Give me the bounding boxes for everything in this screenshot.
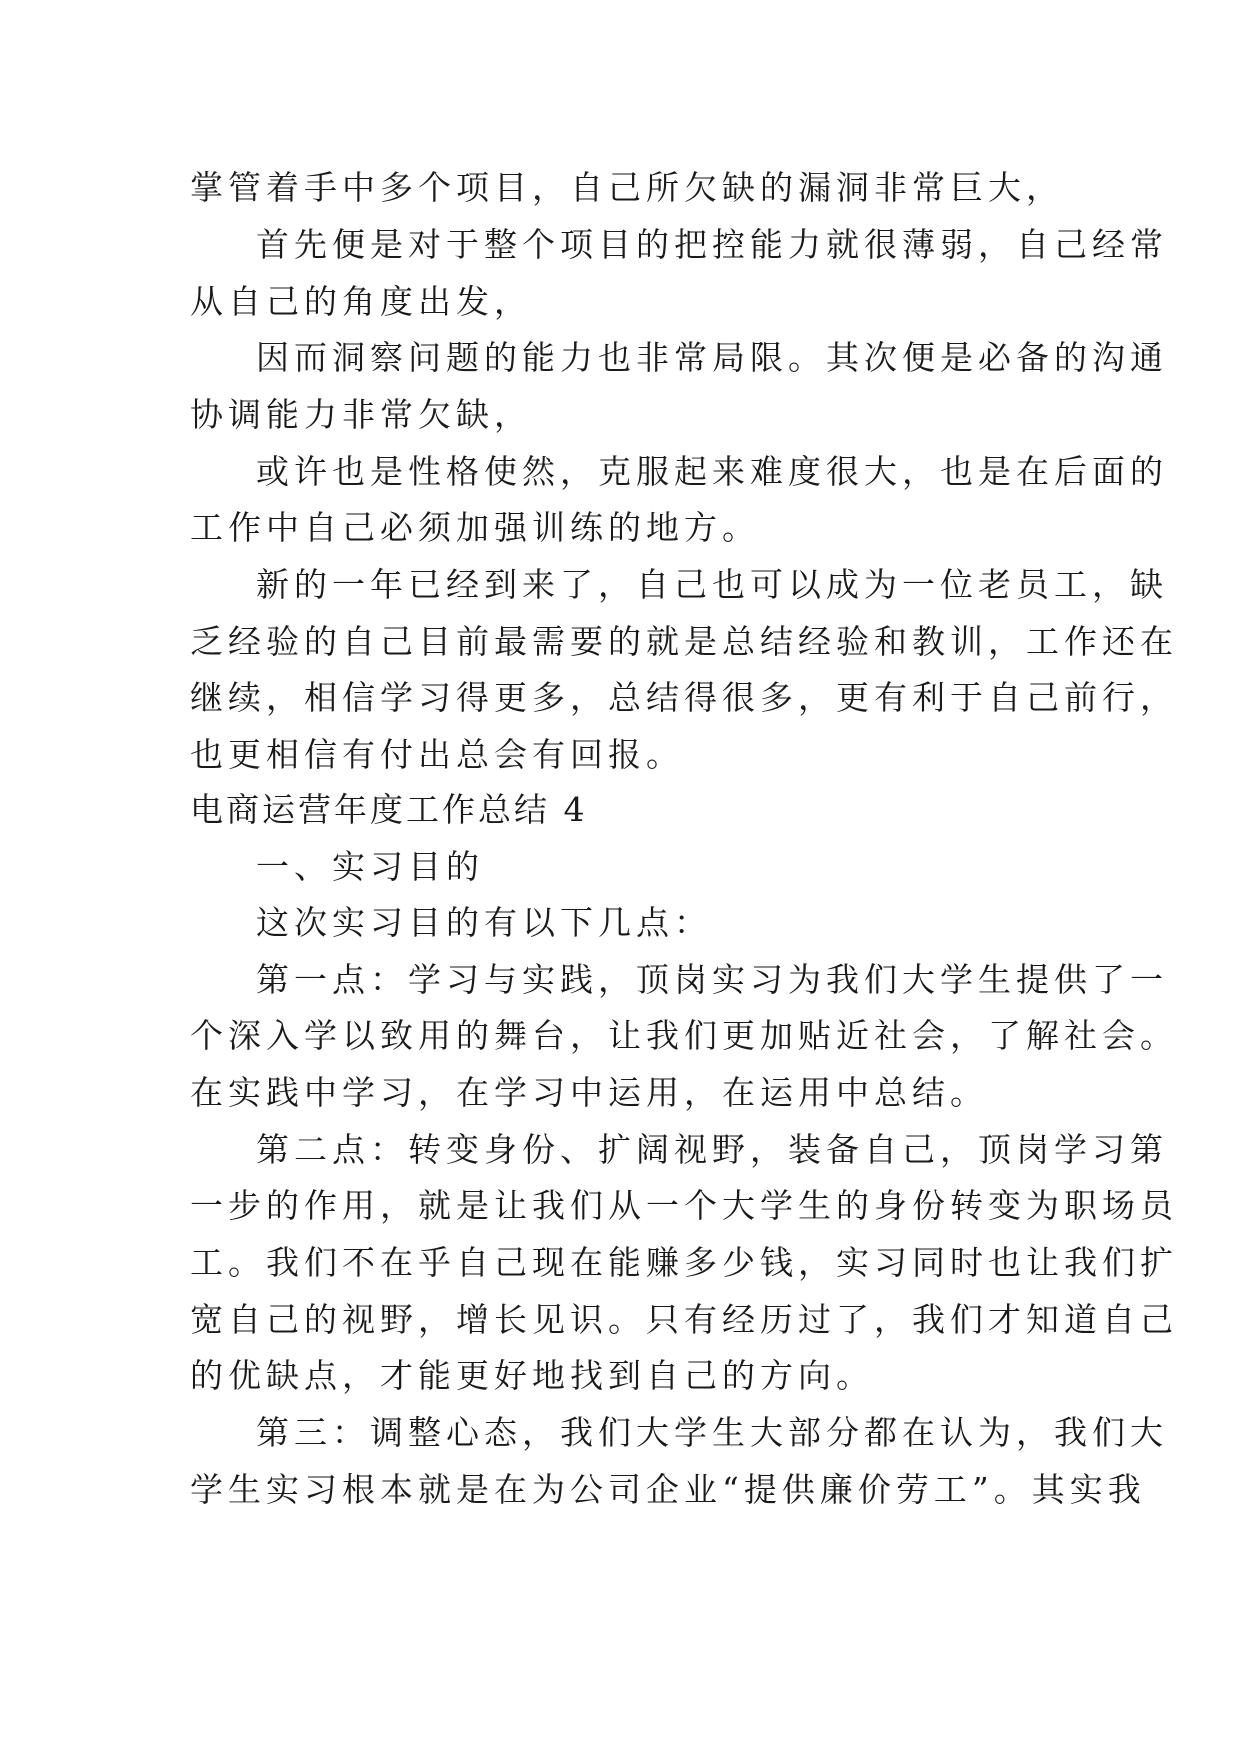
paragraph-start: 或许也是性格使然，克服起来难度很大，也是在后面的 bbox=[256, 452, 1168, 491]
text-line: 掌管着手中多个项目，自己所欠缺的漏洞非常巨大， bbox=[190, 168, 1064, 207]
paragraph-start: 这次实习目的有以下几点： bbox=[256, 903, 712, 942]
paragraph-start: 第一点：学习与实践，顶岗实习为我们大学生提供了一 bbox=[256, 960, 1168, 999]
text-line: 学生实习根本就是在为公司企业“提供廉价劳工”。其实我 bbox=[190, 1470, 1146, 1509]
paragraph-start: 第二点：转变身份、扩阔视野，装备自己，顶岗学习第 bbox=[256, 1130, 1168, 1169]
paragraph-start: 首先便是对于整个项目的把控能力就很薄弱，自己经常 bbox=[256, 225, 1168, 264]
text-line: 个深入学以致用的舞台，让我们更加贴近社会，了解社会。 bbox=[190, 1016, 1178, 1055]
text-line: 在实践中学习，在学习中运用，在运用中总结。 bbox=[190, 1073, 988, 1112]
text-line: 工。我们不在乎自己现在能赚多少钱，实习同时也让我们扩 bbox=[190, 1243, 1178, 1282]
sub-heading: 一、实习目的 bbox=[256, 847, 484, 886]
text-line: 继续，相信学习得更多，总结得很多，更有利于自己前行， bbox=[190, 678, 1178, 717]
text-line: 乏经验的自己目前最需要的就是总结经验和教训，工作还在 bbox=[190, 622, 1178, 661]
text-line: 宽自己的视野，增长见识。只有经历过了，我们才知道自己 bbox=[190, 1300, 1178, 1339]
section-title: 电商运营年度工作总结 4 bbox=[190, 790, 588, 829]
text-line: 的优缺点，才能更好地找到自己的方向。 bbox=[190, 1356, 874, 1395]
paragraph-start: 第三：调整心态，我们大学生大部分都在认为，我们大 bbox=[256, 1413, 1168, 1452]
text-line: 从自己的角度出发， bbox=[190, 282, 532, 321]
paragraph-start: 因而洞察问题的能力也非常局限。其次便是必备的沟通 bbox=[256, 338, 1168, 377]
text-line: 也更相信有付出总会有回报。 bbox=[190, 735, 684, 774]
paragraph-start: 新的一年已经到来了，自己也可以成为一位老员工，缺 bbox=[256, 565, 1168, 604]
text-line: 协调能力非常欠缺， bbox=[190, 395, 532, 434]
text-line: 工作中自己必须加强训练的地方。 bbox=[190, 508, 760, 547]
text-line: 一步的作用，就是让我们从一个大学生的身份转变为职场员 bbox=[190, 1186, 1178, 1225]
